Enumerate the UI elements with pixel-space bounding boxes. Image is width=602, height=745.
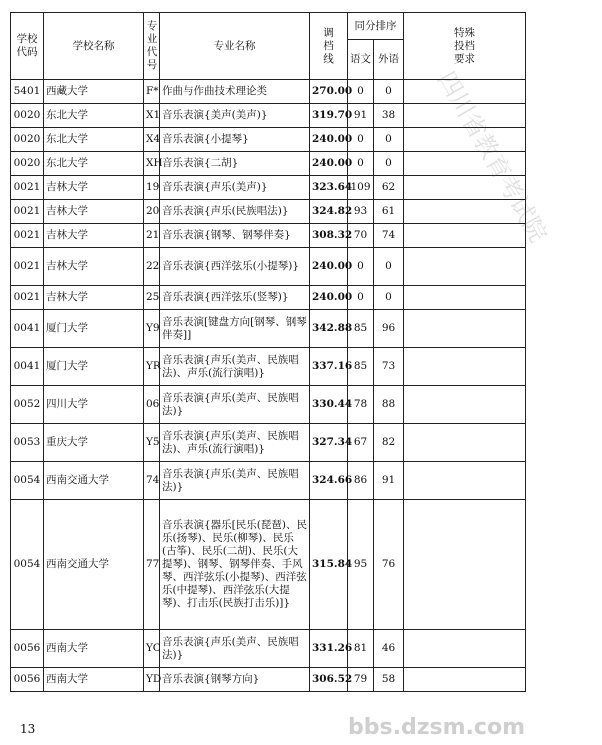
chinese-rank-cell: 109 [348, 176, 374, 200]
header-foreign: 外语 [374, 40, 404, 80]
table-row [11, 128, 526, 152]
school-name-cell: 四川大学 [44, 386, 144, 424]
major-code-cell: YD [144, 668, 160, 692]
score-cell: 315.84 [310, 500, 348, 630]
table-row [11, 248, 526, 286]
foreign-rank-cell: 88 [374, 386, 404, 424]
special-requirement-cell [404, 424, 526, 462]
foreign-rank-cell: 0 [374, 128, 404, 152]
special-requirement-cell [404, 386, 526, 424]
school-name-cell: 吉林大学 [44, 248, 144, 286]
foreign-rank-cell: 0 [374, 152, 404, 176]
school-code-cell: 0021 [11, 248, 44, 286]
school-code-cell: 0041 [11, 310, 44, 348]
header-rank-group: 同分排序 [348, 13, 404, 40]
site-watermark: bbs.dzsm.com [348, 715, 525, 740]
score-cell: 331.26 [310, 630, 348, 668]
school-name-cell: 西南交通大学 [44, 462, 144, 500]
table-row [11, 200, 526, 224]
special-requirement-cell [404, 224, 526, 248]
major-name-cell: 音乐表演{声乐(美声、民族唱法)} [160, 630, 310, 668]
school-name-cell: 吉林大学 [44, 176, 144, 200]
major-code-cell: 06 [144, 386, 160, 424]
major-name-cell: 音乐表演{西洋弦乐(小提琴)} [160, 248, 310, 286]
major-code-cell: YR [144, 348, 160, 386]
chinese-rank-cell: 70 [348, 224, 374, 248]
foreign-rank-cell: 76 [374, 500, 404, 630]
score-cell: 342.88 [310, 310, 348, 348]
chinese-rank-cell: 91 [348, 104, 374, 128]
foreign-rank-cell: 73 [374, 348, 404, 386]
school-name-cell: 吉林大学 [44, 200, 144, 224]
table-row [11, 630, 526, 668]
table-row [11, 348, 526, 386]
school-name-cell: 重庆大学 [44, 424, 144, 462]
header-school-code: 学校代码 [11, 13, 44, 80]
chinese-rank-cell: 0 [348, 286, 374, 310]
special-requirement-cell [404, 310, 526, 348]
school-code-cell: 0021 [11, 200, 44, 224]
chinese-rank-cell: 85 [348, 348, 374, 386]
school-name-cell: 西南交通大学 [44, 500, 144, 630]
school-code-cell: 0021 [11, 286, 44, 310]
school-code-cell: 0056 [11, 668, 44, 692]
school-name-cell: 西南大学 [44, 668, 144, 692]
major-name-cell: 音乐表演{声乐(美声、民族唱法)} [160, 462, 310, 500]
header-school-name: 学校名称 [44, 13, 144, 80]
school-code-cell: 0054 [11, 462, 44, 500]
special-requirement-cell [404, 668, 526, 692]
major-name-cell: 作曲与作曲技术理论类 [160, 80, 310, 104]
score-cell: 270.00 [310, 80, 348, 104]
major-code-cell: XH [144, 152, 160, 176]
table-row [11, 224, 526, 248]
score-cell: 240.00 [310, 152, 348, 176]
table-row [11, 152, 526, 176]
major-code-cell: F* [144, 80, 160, 104]
header-special: 特殊投档要求 [404, 13, 526, 80]
admission-table-sheet [10, 12, 525, 692]
special-requirement-cell [404, 104, 526, 128]
school-name-cell: 东北大学 [44, 104, 144, 128]
major-code-cell: X1 [144, 104, 160, 128]
major-name-cell: 音乐表演{声乐(美声、民族唱法)} [160, 386, 310, 424]
major-code-cell: Y9 [144, 310, 160, 348]
school-name-cell: 东北大学 [44, 152, 144, 176]
major-code-cell: YC [144, 630, 160, 668]
header-major-name: 专业名称 [160, 13, 310, 80]
admission-table [10, 12, 526, 692]
major-code-cell: 19 [144, 176, 160, 200]
major-code-cell: 74 [144, 462, 160, 500]
major-code-cell: 20 [144, 200, 160, 224]
school-code-cell: 0041 [11, 348, 44, 386]
major-name-cell: 音乐表演{声乐(民族唱法)} [160, 200, 310, 224]
score-cell: 327.34 [310, 424, 348, 462]
school-code-cell: 0053 [11, 424, 44, 462]
chinese-rank-cell: 78 [348, 386, 374, 424]
score-cell: 240.00 [310, 286, 348, 310]
major-name-cell: 音乐表演[键盘方向[钢琴、钢琴伴奏]] [160, 310, 310, 348]
foreign-rank-cell: 46 [374, 630, 404, 668]
table-row [11, 310, 526, 348]
chinese-rank-cell: 0 [348, 248, 374, 286]
major-name-cell: 音乐表演{二胡} [160, 152, 310, 176]
school-name-cell: 东北大学 [44, 128, 144, 152]
score-cell: 337.16 [310, 348, 348, 386]
special-requirement-cell [404, 128, 526, 152]
school-name-cell: 吉林大学 [44, 224, 144, 248]
chinese-rank-cell: 85 [348, 310, 374, 348]
table-row [11, 424, 526, 462]
major-code-cell: 77 [144, 500, 160, 630]
header-major-code: 专业代号 [144, 13, 160, 80]
foreign-rank-cell: 58 [374, 668, 404, 692]
header-chinese: 语文 [348, 40, 374, 80]
major-name-cell: 音乐表演{钢琴、钢琴伴奏} [160, 224, 310, 248]
foreign-rank-cell: 61 [374, 200, 404, 224]
table-row [11, 80, 526, 104]
school-code-cell: 5401 [11, 80, 44, 104]
school-code-cell: 0054 [11, 500, 44, 630]
foreign-rank-cell: 74 [374, 224, 404, 248]
chinese-rank-cell: 67 [348, 424, 374, 462]
chinese-rank-cell: 0 [348, 152, 374, 176]
special-requirement-cell [404, 248, 526, 286]
table-row [11, 668, 526, 692]
special-requirement-cell [404, 462, 526, 500]
special-requirement-cell [404, 200, 526, 224]
score-cell: 240.00 [310, 128, 348, 152]
foreign-rank-cell: 0 [374, 248, 404, 286]
major-code-cell: Y5 [144, 424, 160, 462]
table-row [11, 462, 526, 500]
foreign-rank-cell: 62 [374, 176, 404, 200]
school-code-cell: 0020 [11, 152, 44, 176]
school-name-cell: 厦门大学 [44, 348, 144, 386]
school-name-cell: 西藏大学 [44, 80, 144, 104]
school-code-cell: 0056 [11, 630, 44, 668]
score-cell: 306.52 [310, 668, 348, 692]
school-code-cell: 0020 [11, 128, 44, 152]
chinese-rank-cell: 86 [348, 462, 374, 500]
school-code-cell: 0021 [11, 224, 44, 248]
score-cell: 324.66 [310, 462, 348, 500]
school-code-cell: 0052 [11, 386, 44, 424]
foreign-rank-cell: 0 [374, 286, 404, 310]
special-requirement-cell [404, 80, 526, 104]
chinese-rank-cell: 0 [348, 80, 374, 104]
score-cell: 324.82 [310, 200, 348, 224]
major-code-cell: 25 [144, 286, 160, 310]
major-name-cell: 音乐表演{小提琴} [160, 128, 310, 152]
score-cell: 330.44 [310, 386, 348, 424]
major-code-cell: 21 [144, 224, 160, 248]
major-name-cell: 音乐表演{声乐(美声、民族唱法)、声乐(流行演唱)} [160, 348, 310, 386]
major-name-cell: 音乐表演{器乐[民乐(琵琶)、民乐(扬琴)、民乐(柳琴)、民乐(古筝)、民乐(二胡)、民乐(大提琴)、钢琴、钢琴伴奏、手风琴、西洋弦乐(小提琴)、西洋弦乐(中提琴)、西洋弦乐(大提琴)、打击乐(民族打击乐)]} [160, 500, 310, 630]
score-cell: 323.64 [310, 176, 348, 200]
special-requirement-cell [404, 176, 526, 200]
foreign-rank-cell: 96 [374, 310, 404, 348]
major-code-cell: X4 [144, 128, 160, 152]
header-score: 调档线 [310, 13, 348, 80]
table-row [11, 286, 526, 310]
school-name-cell: 厦门大学 [44, 310, 144, 348]
chinese-rank-cell: 81 [348, 630, 374, 668]
score-cell: 240.00 [310, 248, 348, 286]
table-row [11, 104, 526, 128]
major-name-cell: 音乐表演{美声(美声)} [160, 104, 310, 128]
major-name-cell: 音乐表演{钢琴方向} [160, 668, 310, 692]
foreign-rank-cell: 0 [374, 80, 404, 104]
special-requirement-cell [404, 348, 526, 386]
chinese-rank-cell: 93 [348, 200, 374, 224]
table-row [11, 386, 526, 424]
exam-authority-watermark: 四川省教育考试院 [432, 66, 553, 248]
major-name-cell: 音乐表演{西洋弦乐(竖琴)} [160, 286, 310, 310]
foreign-rank-cell: 38 [374, 104, 404, 128]
special-requirement-cell [404, 630, 526, 668]
school-code-cell: 0021 [11, 176, 44, 200]
school-code-cell: 0020 [11, 104, 44, 128]
special-requirement-cell [404, 286, 526, 310]
major-name-cell: 音乐表演{声乐(美声、民族唱法)、声乐(流行演唱)} [160, 424, 310, 462]
chinese-rank-cell: 0 [348, 128, 374, 152]
school-name-cell: 吉林大学 [44, 286, 144, 310]
score-cell: 319.70 [310, 104, 348, 128]
chinese-rank-cell: 79 [348, 668, 374, 692]
foreign-rank-cell: 91 [374, 462, 404, 500]
special-requirement-cell [404, 152, 526, 176]
major-code-cell: 22 [144, 248, 160, 286]
table-row [11, 176, 526, 200]
foreign-rank-cell: 82 [374, 424, 404, 462]
table-row [11, 500, 526, 630]
major-name-cell: 音乐表演{声乐(美声)} [160, 176, 310, 200]
chinese-rank-cell: 95 [348, 500, 374, 630]
school-name-cell: 西南大学 [44, 630, 144, 668]
special-requirement-cell [404, 500, 526, 630]
score-cell: 308.32 [310, 224, 348, 248]
page-number: 13 [20, 722, 36, 736]
